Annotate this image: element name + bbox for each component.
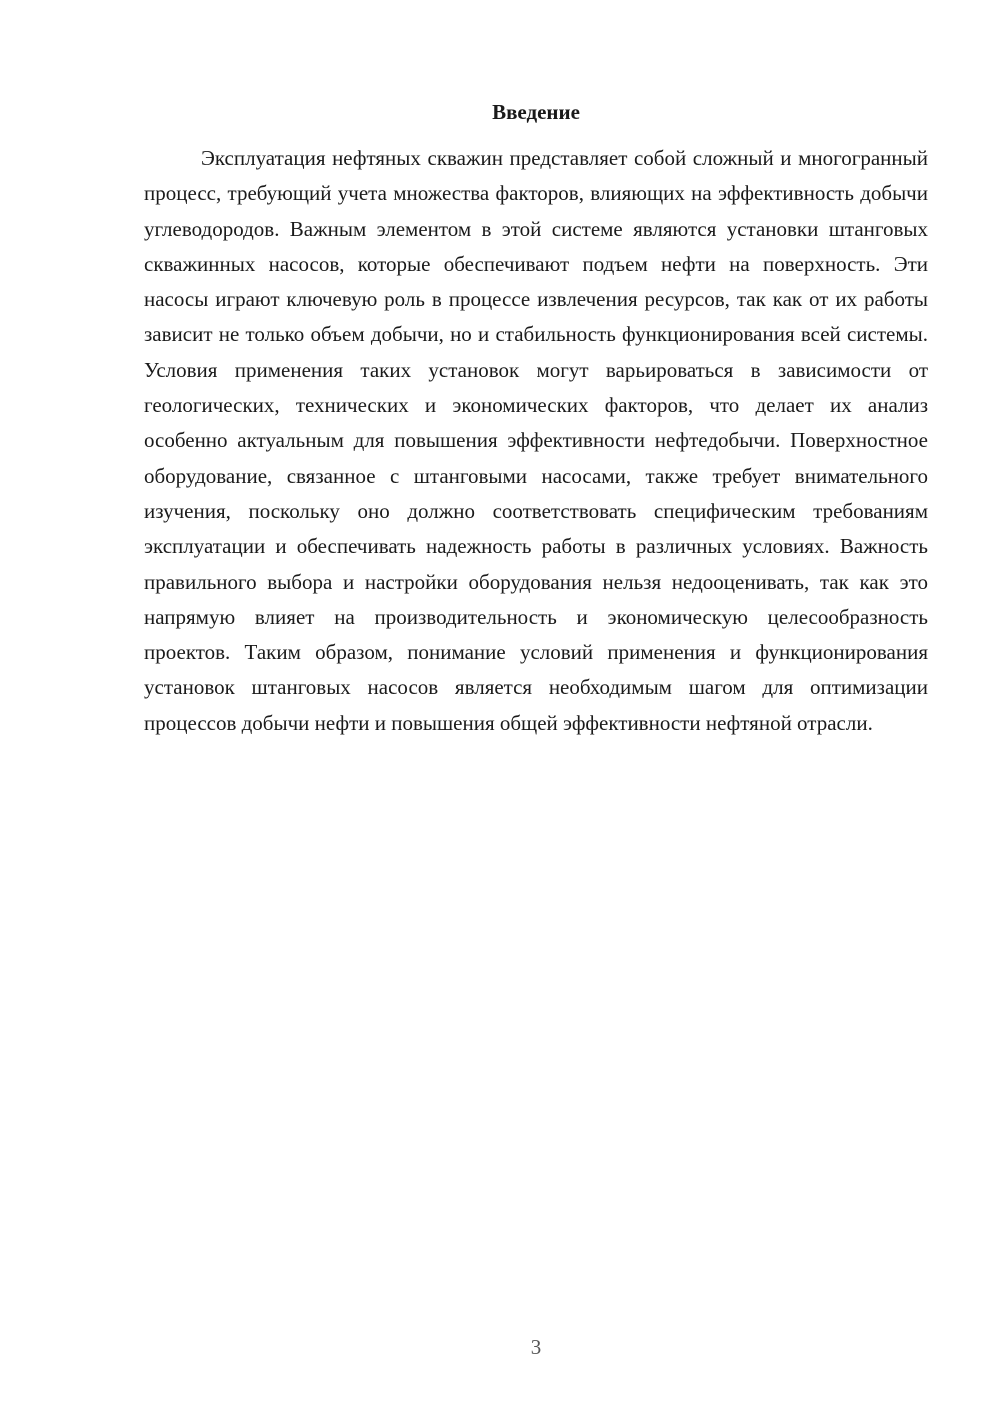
page-number: 3 [530, 1335, 542, 1359]
section-heading: Введение [492, 100, 580, 124]
body-paragraph: Эксплуатация нефтяных скважин представляет собой сложный и многогранный процесс, требующий учета множества факторов, влияющих на эффективность добычи углеводородов. Важным элементом в этой системе являются установки штанговых скважинных насосов, которые обеспечивают подъем нефти на поверхность. Эти насосы играют ключевую роль в процессе извлечения ресурсов, так как от их работы зависит не только объем добычи, но и стабильность функционирования всей системы. Условия применения таких установок могут варьироваться в зависимости от геологических, технических и экономических факторов, что делает их анализ особенно актуальным для повышения эффективности нефтедобычи. Поверхностное оборудование, связанное с штанговыми насосами, также требует внимательного изучения, поскольку оно должно соответствовать специфическим требованиям эксплуатации и обеспечивать надежность работы в различных условиях. Важность правильного выбора и настройки оборудования нельзя недооценивать, так как это напрямую влияет на производительность и экономическую целесообразность проектов. Таким образом, понимание условий применения и функционирования установок штанговых насосов является необходимым шагом для оптимизации процессов добычи нефти и повышения общей эффективности нефтяной отрасли. [144, 146, 928, 735]
